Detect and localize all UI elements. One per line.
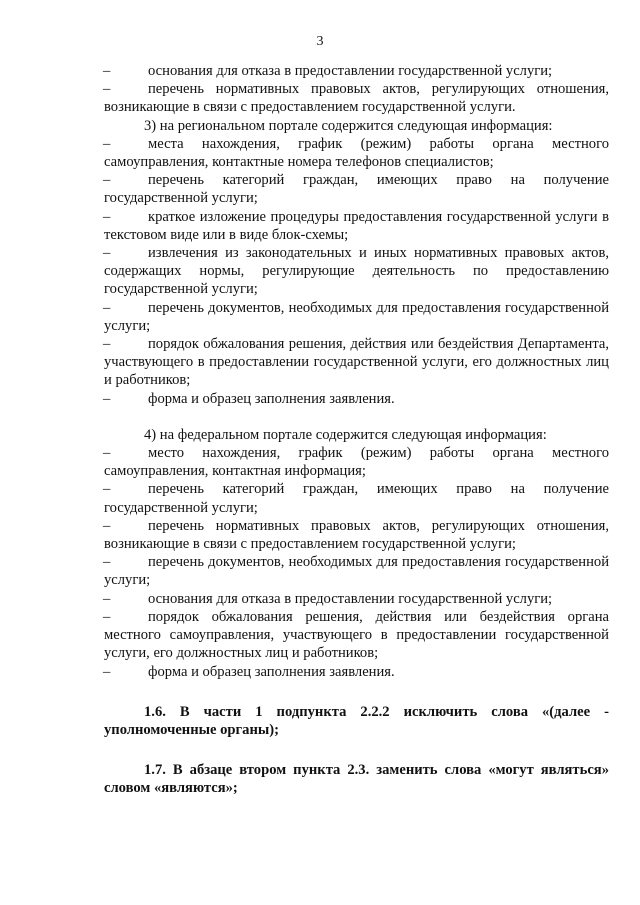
dash-bullet: – bbox=[103, 336, 111, 353]
dash-bullet: – bbox=[103, 590, 111, 607]
dash-bullet: – bbox=[103, 390, 111, 407]
list-item: – извлечения из законодательных и иных нормативных правовых актов, содержащих нормы, регулирующие деятельность по предоставлению государственной услуги; bbox=[103, 245, 609, 298]
amendment-paragraph: 1.7. В абзаце втором пункта 2.3. заменить слова «могут являться» словом «являются»; bbox=[104, 762, 609, 797]
document-body bbox=[104, 62, 609, 798]
dash-bullet: – bbox=[103, 608, 111, 625]
dash-bullet: – bbox=[103, 554, 111, 571]
spacer bbox=[104, 408, 609, 426]
page-number: 3 bbox=[316, 34, 324, 49]
list-item: – форма и образец заполнения заявления. bbox=[103, 663, 395, 680]
dash-bullet: – bbox=[103, 172, 111, 189]
list-item: – основания для отказа в предоставлении государственной услуги; bbox=[103, 63, 553, 79]
dash-bullet: – bbox=[103, 445, 111, 462]
list-item: – перечень нормативных правовых актов, регулирующих отношения, возникающие в связи с предоставлением государственной услуги; bbox=[103, 517, 609, 553]
dash-bullet: – bbox=[103, 208, 111, 225]
dash-bullet: – bbox=[103, 245, 111, 262]
dash-bullet: – bbox=[103, 663, 111, 680]
list-item: – перечень документов, необходимых для предоставления государственной услуги; bbox=[103, 299, 609, 334]
dash-bullet: – bbox=[103, 481, 111, 498]
list-item: – порядок обжалования решения, действия или бездействия Департамента, участвующего в предоставлении государственной услуги, его должностных лиц и работников; bbox=[103, 336, 609, 389]
section-heading: 3) на региональном портале содержится следующая информация: bbox=[144, 117, 553, 134]
spacer bbox=[104, 739, 609, 761]
list-item: – место нахождения, график (режим) работы органа местного самоуправления, контактная информация; bbox=[103, 445, 609, 480]
dash-bullet: – bbox=[103, 135, 111, 152]
list-item: – форма и образец заполнения заявления. bbox=[103, 390, 395, 407]
dash-bullet: – bbox=[103, 81, 111, 98]
list-item: – основания для отказа в предоставлении государственной услуги; bbox=[103, 590, 553, 607]
dash-bullet: – bbox=[103, 63, 111, 79]
list-item: – перечень документов, необходимых для предоставления государственной услуги; bbox=[103, 554, 609, 589]
spacer bbox=[104, 681, 609, 703]
list-item: – перечень категорий граждан, имеющих право на получение государственной услуги; bbox=[103, 172, 609, 207]
list-item: – перечень нормативных правовых актов, регулирующих отношения, возникающие в связи с предоставлением государственной услуги. bbox=[103, 81, 609, 116]
list-item: – краткое изложение процедуры предоставления государственной услуги в текстовом виде или в виде блок-схемы; bbox=[103, 208, 609, 243]
dash-bullet: – bbox=[103, 299, 111, 316]
amendment-paragraph: 1.6. В части 1 подпункта 2.2.2 исключить слова «(далее - уполномоченные органы); bbox=[104, 703, 609, 738]
dash-bullet: – bbox=[103, 517, 111, 534]
list-item: – перечень категорий граждан, имеющих право на получение государственной услуги; bbox=[103, 481, 609, 516]
section-heading: 4) на федеральном портале содержится следующая информация: bbox=[144, 426, 547, 443]
list-item: – места нахождения, график (режим) работы органа местного самоуправления, контактные номера телефонов специалистов; bbox=[103, 135, 609, 171]
list-item: – порядок обжалования решения, действия или бездействия органа местного самоуправления, участвующего в предоставлении государственной услуги, его должностных лиц и работников; bbox=[103, 608, 609, 662]
